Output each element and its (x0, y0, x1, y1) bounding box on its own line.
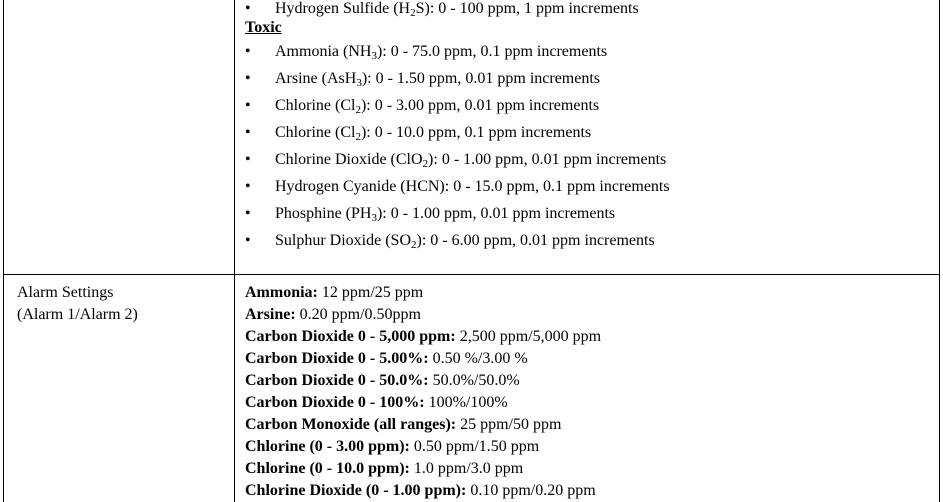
range-content-cell (235, 0, 940, 275)
gas-range-text: Chlorine Dioxide (ClO$_2$): 0 - 1.00 ppm, 0.01 ppm increments (275, 151, 667, 170)
alarm-setting-item (245, 304, 939, 326)
alarm-setting-item (245, 458, 939, 480)
toxic-heading: Toxic (245, 19, 282, 36)
specifications-table (3, 0, 940, 502)
alarm-setting-item (245, 414, 939, 436)
alarm-setting-item (245, 436, 939, 458)
gas-range-text: Hydrogen Sulfide $(H_2S)$: 0 - 100 ppm, 1 ppm increments (275, 0, 639, 19)
alarm-content-cell (235, 275, 940, 502)
bullet-icon: • (245, 232, 251, 249)
bullet-icon: • (245, 43, 251, 60)
alarm-values: 0.50 %/3.00 % (428, 350, 528, 367)
list-item (245, 0, 939, 22)
list-item (245, 38, 939, 65)
gas-range-text: Arsine (AsH$_3$): 0 - 1.50 ppm, 0.01 ppm increments (275, 70, 601, 89)
gas-range-text: Chlorine $(Cl_2)$: 0 - 10.0 ppm, 0.1 ppm increments (275, 124, 592, 143)
gas-name: Carbon Monoxide (all ranges): (245, 416, 457, 433)
list-item (245, 227, 939, 254)
gas-name: Carbon Dioxide 0 - 5.00%: (245, 350, 429, 367)
alarm-label-cell (4, 275, 235, 502)
gas-name: Chlorine (0 - 3.00 ppm): (245, 438, 410, 455)
toxic-gas-list (245, 38, 939, 254)
list-item (245, 146, 939, 173)
list-item (245, 119, 939, 146)
gas-range-text: Hydrogen Cyanide (HCN): 0 - 15.0 ppm, 0.1 ppm increments (275, 178, 670, 195)
alarm-values: 0.10 ppm/0.20 ppm (466, 482, 596, 499)
alarm-values: 25 ppm/50 ppm (456, 416, 562, 433)
alarm-values: 0.20 ppm/0.50ppm (295, 306, 421, 323)
alarm-setting-item (245, 370, 939, 392)
gas-name: Carbon Dioxide 0 - 50.0%: (245, 372, 429, 389)
gas-name: Carbon Dioxide 0 - 100%: (245, 394, 425, 411)
gas-name: Carbon Dioxide 0 - 5,000 ppm: (245, 328, 456, 345)
bullet-icon: • (245, 124, 251, 141)
gas-name: Chlorine (0 - 10.0 ppm): (245, 460, 410, 477)
gas-range-text: Ammonia $(NH_3)$: 0 - 75.0 ppm, 0.1 ppm increments (275, 43, 608, 62)
alarm-values: 50.0%/50.0% (428, 372, 520, 389)
gas-range-text: Chlorine $(Cl_2)$: 0 - 3.00 ppm, 0.01 ppm increments (275, 97, 600, 116)
gas-range-text: Phosphine $(PH_3)$: 0 - 1.00 ppm, 0.01 ppm increments (275, 205, 616, 224)
list-item (245, 92, 939, 119)
gas-range-text: Sulphur Dioxide $(SO_2)$: 0 - 6.00 ppm, 0.01 ppm increments (275, 232, 655, 251)
bullet-icon: • (245, 0, 251, 17)
alarm-settings-list (245, 275, 939, 502)
alarm-label-title: Alarm Settings (17, 284, 114, 301)
bullet-icon: • (245, 178, 251, 195)
alarm-setting-item (245, 348, 939, 370)
combustible-gas-list (245, 0, 939, 22)
alarm-settings-row (4, 275, 940, 502)
list-item (245, 173, 939, 200)
range-label-cell (4, 0, 235, 275)
alarm-values: 100%/100% (424, 394, 508, 411)
bullet-icon: • (245, 97, 251, 114)
alarm-label-subtitle: (Alarm 1/Alarm 2) (17, 306, 138, 323)
detection-range-row (4, 0, 940, 275)
list-item (245, 200, 939, 227)
alarm-setting-item (245, 480, 939, 502)
bullet-icon: • (245, 151, 251, 168)
alarm-values: 1.0 ppm/3.0 ppm (409, 460, 524, 477)
alarm-setting-item (245, 326, 939, 348)
bullet-icon: • (245, 205, 251, 222)
alarm-setting-item (245, 282, 939, 304)
bullet-icon: • (245, 70, 251, 87)
alarm-values: 0.50 ppm/1.50 ppm (409, 438, 540, 455)
gas-name: Chlorine Dioxide (0 - 1.00 ppm): (245, 482, 467, 499)
alarm-values: 2,500 ppm/5,000 ppm (455, 328, 602, 345)
gas-name: Arsine: (245, 306, 296, 323)
alarm-values: 12 ppm/25 ppm (317, 284, 424, 301)
alarm-setting-item (245, 392, 939, 414)
gas-name: Ammonia: (245, 284, 318, 301)
list-item (245, 65, 939, 92)
